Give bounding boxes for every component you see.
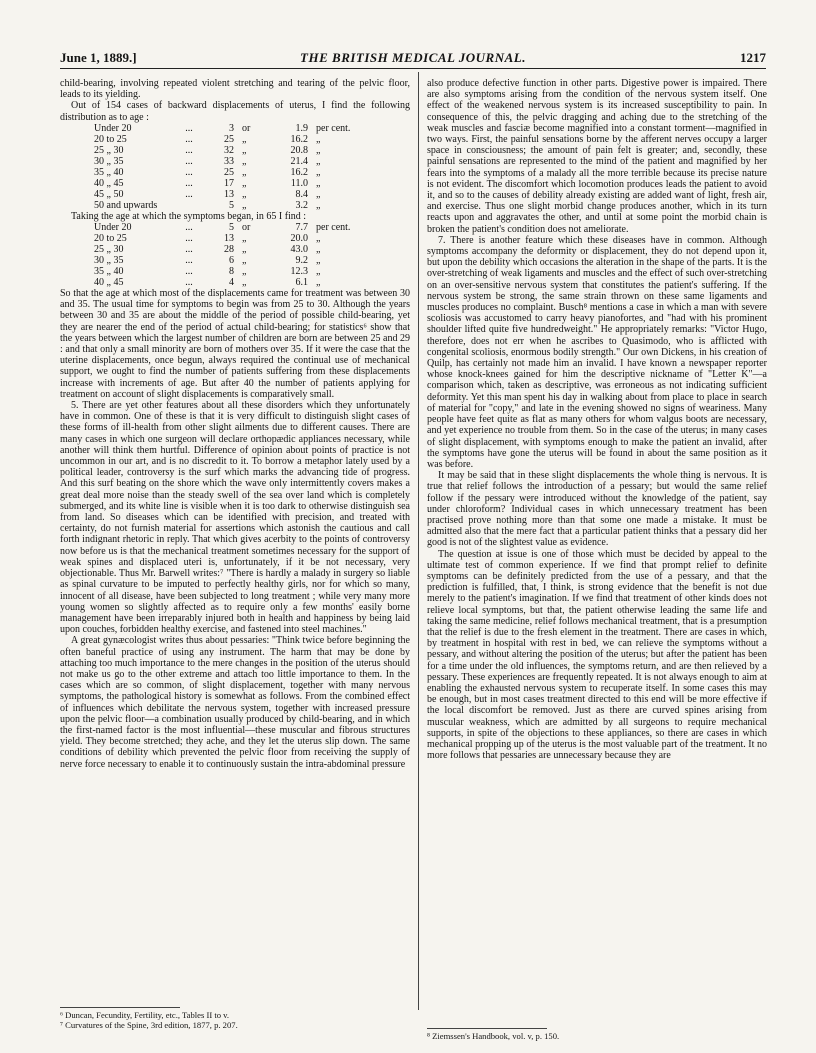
table-row — [90, 156, 374, 167]
footnotes-right — [427, 1031, 767, 1041]
table-cell: 13 — [224, 233, 234, 245]
table-cell: „ — [316, 255, 321, 267]
table-cell: ... — [185, 188, 193, 200]
table-cell: 20.0 — [290, 233, 308, 245]
table-cell: „ — [316, 244, 321, 256]
table-cell: 25 „ 30 — [94, 244, 124, 256]
table-row — [90, 189, 374, 200]
table-cell: 16.2 — [290, 133, 308, 145]
table-cell: 8 — [229, 266, 234, 278]
table-cell: „ — [242, 199, 247, 211]
paragraph: 5. There are yet other features about all these disorders which they unfortunately have in common. One of these is that it is very difficult to distinguish slight cases of these forms of ill-health from other slight ailments due to different causes. There are many cases in which one surgeon will declare orthopædic appliances necessary, while another will think them hurtful. Difference of opinion about points of practice is not uncommon in our art, and is no discredit to it. To borrow a metaphor lately used by a political leader, controversy is the surf which marks the advancing tide of progress. And this surf beating on the shore which the wave only intermittently covers makes a great deal more noise than the steady swell of the sea over land which is completely submerged, and its white line is visible when it is too dark to otherwise distinguish sea from land. So diseases which can be identified with precision, and treated with certainty, do not furnish material for assertions which astonish the cautious and call forth indignant rhetoric in reply. That which gives acerbity to the points of controversy now before us is that the mechanical treatment sometimes necessary for the support of weak spines and displaced uteri is, unfortunately, if it be not necessary, very objectionable. Thus Mr. Barwell writes:⁷ "There is hardly a malady in surgery so liable as spinal curvature to be imputed to perfectly healthy girls, nor for which so many, innocent of all disease, have been subjected to long treatment ; while very many more young women so slightly affected as to require only a few months' easily borne management have been irreparably injured both in health and happiness by being laid upon couches, forbidden healthy exercise, and fastened into steel machines." — [60, 400, 410, 636]
table-cell: 5 — [229, 199, 234, 211]
table-cell: 16.2 — [290, 166, 308, 178]
table-cell: 12.3 — [290, 266, 308, 278]
table-row — [90, 266, 374, 277]
table-cell: 13 — [224, 188, 234, 200]
table-cell: 3.2 — [295, 199, 308, 211]
table-cell: 40 „ 45 — [94, 277, 124, 289]
table-cell: „ — [316, 266, 321, 278]
table-cell: 25 „ 30 — [94, 144, 124, 156]
table-row — [90, 200, 374, 211]
table-cell: „ — [316, 277, 321, 289]
table-cell: per cent. — [316, 222, 351, 234]
table-row — [90, 123, 374, 134]
paragraph: So that the age at which most of the displacements came for treatment was between 30 and 35. The usual time for symptoms to begin was from 25 to 30. Although the years between 30 and 35 are about the middle of the period of possible child-bearing, yet they are nearer the end of the period of actual child-bearing; for statistics⁶ show that the years between which the largest number of children are born are between 25 and 29 : and that only a small minority are born of mothers over 35. If it were the case that the uterine displacements, once begun, always required the continual use of mechanical support, we ought to find the number of patients suffering from these displacements increase with increments of age. But after 40 the number of patients applying for treatment on account of slight displacements is comparatively small. — [60, 288, 410, 400]
table-cell: „ — [316, 133, 321, 145]
table-cell: 1.9 — [295, 122, 308, 134]
paragraph: Out of 154 cases of backward displacements of uterus, I find the following distribution as to age : — [60, 100, 410, 123]
table-cell: „ — [242, 166, 247, 178]
table-cell: 50 and upwards — [94, 199, 158, 211]
table-cell: 17 — [224, 177, 234, 189]
table-cell: „ — [242, 188, 247, 200]
table-cell: ... — [185, 222, 193, 234]
table-cell: „ — [242, 266, 247, 278]
paragraph: 7. There is another feature which these diseases have in common. Although symptoms accompany the deformity or displacement, they do not depend upon it, but upon the debility which occasions the alteration in the shape of the parts. It is the over-stretching of weak ligaments and muscles and the effect of such over-stretching on an over-sensitive nervous system that constitutes the patient's suffering. If the nervous system be strong, the same strain thrown on these same ligaments and muscles produces no complaint. Busch⁸ mentions a case in which a man with severe scoliosis was accustomed to carry heavy pianofortes, and "had with his prominent shoulder lifted quite five hundredweight." He appropriately remarks: "Victor Hugo, therefore, does not err when he ascribes to Quasimodo, who is afflicted with congenital scoliosis, enormous bodily strength." Our own Dickens, in his creation of Quilp, has certainly not made him an invalid. I have known a newspaper reporter whose knock-knees gained for him the descriptive nickname of "Letter K"—a comparison which, taken as descriptive, was erroneous as not indicating sufficient deformity. Yet this man spent his day in walking about from place to place in search of material for "copy," and late in the evening showed no signs of weariness. Many people have feet quite as flat as many others for whom valgus boots are necessary, and yet experience no trouble from them. So in the case of the uterus; in many cases of slight displacement, with symptoms enough to make the patient an invalid, after the symptoms have gone the uterus will be found in about the same position as it was before. — [427, 234, 767, 470]
page-number: 1217 — [740, 50, 766, 65]
table-cell: „ — [316, 199, 321, 211]
header-rule — [60, 68, 766, 69]
table-cell: 7.7 — [295, 222, 308, 234]
table-row — [90, 167, 374, 178]
table-cell: ... — [185, 233, 193, 245]
table-cell: 40 „ 45 — [94, 177, 124, 189]
paragraph: child-bearing, involving repeated violent stretching and tearing of the pelvic floor, leads to its yielding. — [60, 78, 410, 101]
journal-title: THE BRITISH MEDICAL JOURNAL. — [300, 50, 526, 65]
table-cell: 21.4 — [290, 155, 308, 167]
table-cell: Under 20 — [94, 122, 132, 134]
table-cell: 25 — [224, 133, 234, 145]
paragraph: A great gynæcologist writes thus about pessaries: "Think twice before beginning the often baneful practice of using any instrument. The harm that may be done by attaching too much importance to the mere changes in the position of the uterus should not make us go to the other extreme and attach too little importance to them. In the cases which are so common, of slight displacement, together with many nervous symptoms, the pathological history is somewhat as follows. From the combined effect of influences which debilitate the nervous system, together with increased pressure upon the pelvic floor—a combination usually produced by child-bearing, and in which the first-named factor is the most influential—these muscular and fibrous structures yield. They become stretched; they ache, and they let the uterus slip down. The same conditions of debility which prevented the pelvic floor from receiving the supply of nerve force necessary to enable it to continuously sustain the intra-abdominal pressure — [60, 635, 410, 770]
table-cell: ... — [185, 155, 193, 167]
running-header — [60, 50, 766, 66]
table-cell: „ — [316, 155, 321, 167]
table-cell: ... — [185, 266, 193, 278]
table-cell: 45 „ 50 — [94, 188, 124, 200]
table-cell: „ — [316, 177, 321, 189]
table-cell: 25 — [224, 166, 234, 178]
column-divider — [418, 72, 419, 1010]
table-cell: ... — [185, 166, 193, 178]
table-cell: 30 „ 35 — [94, 255, 124, 267]
table-cell: 30 „ 35 — [94, 155, 124, 167]
table-cell: ... — [185, 244, 193, 256]
table-cell: „ — [242, 155, 247, 167]
table-cell: 35 „ 40 — [94, 166, 124, 178]
table-cell: 32 — [224, 144, 234, 156]
table-cell: „ — [316, 188, 321, 200]
table-cell: ... — [185, 255, 193, 267]
table-cell: 33 — [224, 155, 234, 167]
right-column — [427, 78, 767, 761]
table-cell: 20 to 25 — [94, 133, 127, 145]
table-cell: ... — [185, 122, 193, 134]
table-row — [90, 244, 374, 255]
header-date: June 1, 1889.] — [60, 50, 137, 65]
table-cell: „ — [316, 233, 321, 245]
paragraph: It may be said that in these slight displacements the whole thing is nervous. It is true that relief follows the introduction of a pessary; but would the same relief follow if the pessary were introduced without the knowledge of the patient, say under chloroform? Individual cases in which unnecessary treatment has been practised prove nothing more than that some one made a mistake. It must be admitted also that the mere fact that a particular patient thinks that a pessary did her good is not of the slightest value as evidence. — [427, 470, 767, 549]
footnote: ⁶ Duncan, Fecundity, Fertility, etc., Tables II to v. — [60, 1010, 230, 1020]
table-cell: 8.4 — [295, 188, 308, 200]
symptom-onset-table — [90, 222, 374, 288]
table-row — [90, 277, 374, 288]
table-cell — [170, 200, 208, 211]
table-cell: or — [242, 122, 251, 134]
table-cell: 3 — [229, 122, 234, 134]
table-cell: 9.2 — [295, 255, 308, 267]
table-cell: Under 20 — [94, 222, 132, 234]
table-row — [90, 222, 374, 233]
table-cell: 6.1 — [295, 277, 308, 289]
table-cell: „ — [242, 177, 247, 189]
table-cell: ... — [185, 133, 193, 145]
table-cell: „ — [242, 233, 247, 245]
footnote-rule — [427, 1028, 547, 1029]
paragraph: The question at issue is one of those which must be decided by appeal to the ultimate test of common experience. If we find that prompt relief to definite symptoms can be definitely predicted from the use of a pessary, and that the prediction is fulfilled, that, I think, is strong evidence that the benefit is not due merely to the patient's imagination. If we find that treatment of other kinds does not relieve local symptoms, but that, the patient otherwise leading the same life and taking the same medicine, relief follows mechanical treatment, that is a presumption that the relief is due to the fresh element in the treatment. There are cases in which, by treatment in hospital with rest in bed, we can relieve the symptoms without a pessary, and without altering the position of the uterus; but after the patient has been for a time under the old influences, the symptoms return, and are then relieved by a pessary. These experiences are frequently repeated. It is not always enough to aim at enabling the exhausted nervous system to recuperate itself. In some cases this may be enough, but in most cases treatment directed to this end will be more effective if the local discomfort be removed. Just as there are curved spines arising from muscular weakness, which are admitted by all surgeons to require mechanical supports, in spite of the objections to these appliances, so there are cases in which mechanical propping up of the uterus is the most valuable part of the treatment. It no more follows that pessaries are unnecessary because they are — [427, 548, 767, 762]
table-row — [90, 255, 374, 266]
table-cell: „ — [242, 277, 247, 289]
paragraph: also produce defective function in other parts. Digestive power is impaired. There are also symptoms arising from the condition of the nervous system itself. One effect of the weakened nervous system is its increased susceptibility to pain. In consequence of this, the pelvic dragging and aching due to the stretching of the weak muscles and fasciæ become magnified into a constant torment—magnified in two ways. First, the painful sensations borne by the afferent nerves occupy a larger space in consciousness; the amount of pain felt is greater; and, secondly, these painful sensations are represented to the mind of the patient and magnified by her fears into the symptoms of a malady all the more terrible because its precise nature is not evident. The discomfort which locomotion produces leads the patient to avoid it, and so to the causes of debility already existing are added want of light, fresh air, and exercise. Thus one slight morbid change produces another, which in its turn reacts upon and aggravates the other, and until at some point the morbid chain is broken the patient's condition does not ameliorate. — [427, 78, 767, 235]
footnote-rule — [60, 1007, 180, 1008]
table-cell: 43.0 — [290, 244, 308, 256]
table-cell: ... — [185, 277, 193, 289]
table-cell: or — [242, 222, 251, 234]
footnote: ⁷ Curvatures of the Spine, 3rd edition, 1877, p. 207. — [60, 1020, 238, 1030]
table-row — [90, 233, 374, 244]
table-cell: 20 to 25 — [94, 233, 127, 245]
table-cell: „ — [242, 133, 247, 145]
table-cell: 5 — [229, 222, 234, 234]
table-row — [90, 145, 374, 156]
table-cell: 6 — [229, 255, 234, 267]
paragraph: Taking the age at which the symptoms began, in 65 I find : — [71, 210, 307, 222]
table-cell: 20.8 — [290, 144, 308, 156]
table-cell: „ — [316, 144, 321, 156]
table-cell: 11.0 — [290, 177, 308, 189]
table-cell: 28 — [224, 244, 234, 256]
left-column — [60, 78, 410, 770]
table-cell: „ — [242, 244, 247, 256]
table-row — [90, 134, 374, 145]
table-cell: 35 „ 40 — [94, 266, 124, 278]
table-cell: ... — [185, 144, 193, 156]
table-cell: „ — [242, 255, 247, 267]
footnotes-left — [60, 1010, 410, 1030]
table-cell: per cent. — [316, 122, 351, 134]
age-distribution-table — [90, 123, 374, 211]
table-row — [90, 178, 374, 189]
table-cell: 4 — [229, 277, 234, 289]
table-cell: „ — [316, 166, 321, 178]
table-cell: ... — [185, 177, 193, 189]
footnote: ⁸ Ziemssen's Handbook, vol. v, p. 150. — [427, 1031, 560, 1041]
table-cell: „ — [242, 144, 247, 156]
